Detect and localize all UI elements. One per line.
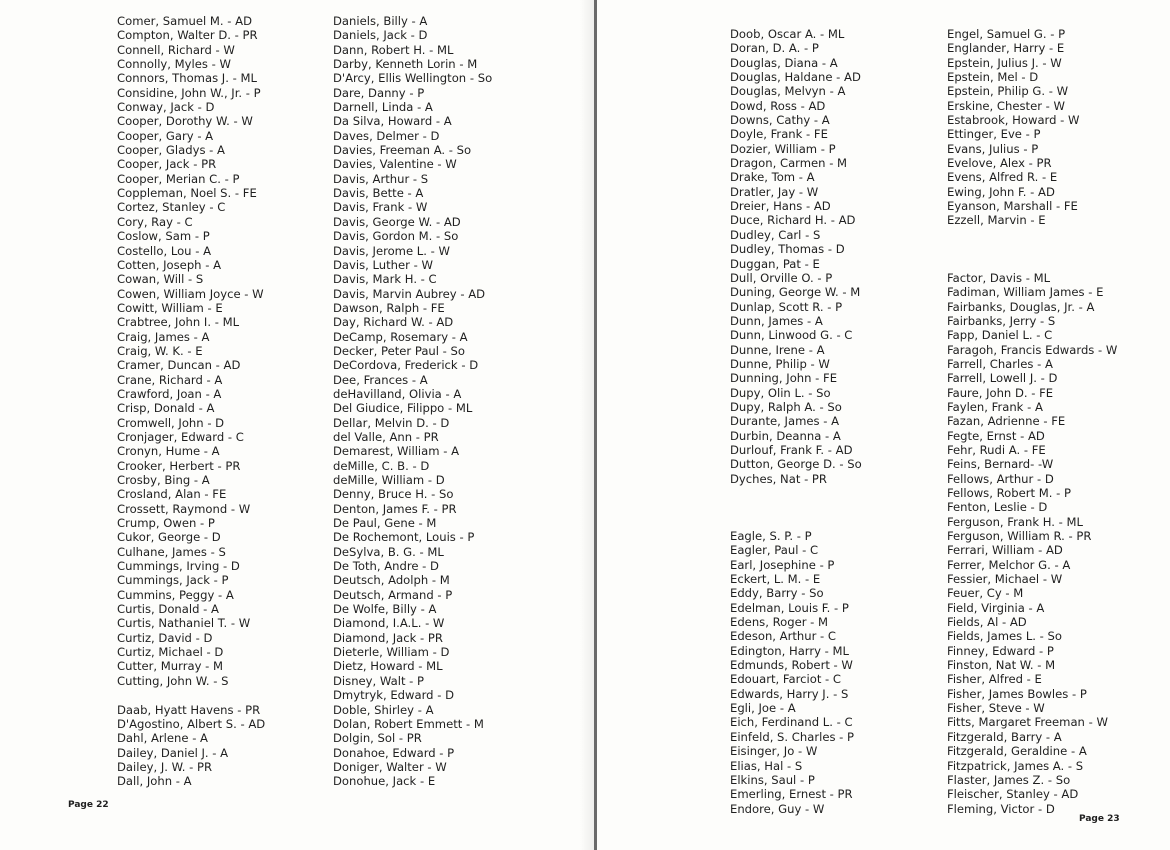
directory-entry: Drake, Tom - A <box>730 170 815 185</box>
directory-entry: Earl, Josephine - P <box>730 557 835 572</box>
directory-entry: Cooper, Gary - A <box>117 128 214 143</box>
directory-entry: Daniels, Jack - D <box>333 28 428 43</box>
directory-entry: Edmunds, Robert - W <box>730 658 853 673</box>
directory-entry: Day, Richard W. - AD <box>333 315 454 330</box>
directory-entry: Evans, Julius - P <box>947 141 1039 156</box>
directory-entry: Duce, Richard H. - AD <box>730 213 856 228</box>
directory-entry: Decker, Peter Paul - So <box>333 343 465 358</box>
directory-entry: Englander, Harry - E <box>947 41 1065 56</box>
directory-entry: Da Silva, Howard - A <box>333 114 452 129</box>
directory-entry: Eagle, S. P. - P <box>730 529 812 543</box>
directory-entry: Cowen, William Joyce - W <box>117 286 264 301</box>
directory-entry: Compton, Walter D. - PR <box>117 28 258 43</box>
directory-entry: Crabtree, John I. - ML <box>117 315 240 330</box>
directory-entry: De Wolfe, Billy - A <box>333 602 437 617</box>
directory-entry: Ferguson, Frank H. - ML <box>947 514 1083 529</box>
directory-entry: Dyches, Nat - PR <box>730 471 827 486</box>
directory-entry: Dieterle, William - D <box>333 645 450 660</box>
directory-entry: Conway, Jack - D <box>117 100 215 115</box>
directory-entry: Denny, Bruce H. - So <box>333 487 454 502</box>
directory-entry: Faure, John D. - FE <box>947 385 1054 400</box>
directory-entry: Dailey, Daniel J. - A <box>117 745 229 760</box>
directory-entry: Einfeld, S. Charles - P <box>730 729 855 744</box>
directory-entry: Dellar, Melvin D. - D <box>333 415 450 430</box>
directory-entry: Cummings, Irving - D <box>117 559 240 574</box>
directory-entry: Doniger, Walter - W <box>333 759 447 774</box>
directory-entry: Feins, Bernard- -W <box>947 457 1054 472</box>
directory-entry: Downs, Cathy - A <box>730 113 830 128</box>
directory-entry: Eisinger, Jo - W <box>730 744 818 759</box>
directory-entry: Dunn, James - A <box>730 313 823 328</box>
directory-entry: Diamond, Jack - PR <box>333 630 443 645</box>
directory-entry: Dolan, Robert Emmett - M <box>333 716 484 731</box>
page-number-left: Page 22 <box>68 800 109 810</box>
directory-entry: Cotten, Joseph - A <box>117 257 222 272</box>
directory-entry: Elkins, Saul - P <box>730 772 815 787</box>
directory-entry: Fitzgerald, Geraldine - A <box>947 744 1087 759</box>
directory-entry: Crump, Owen - P <box>117 516 215 531</box>
directory-entry: Fairbanks, Douglas, Jr. - A <box>947 299 1095 314</box>
directory-entry: Fapp, Daniel L. - C <box>947 328 1053 343</box>
directory-entry: deMille, William - D <box>333 473 445 487</box>
directory-entry: Finney, Edward - P <box>947 643 1054 658</box>
directory-entry: Dunne, Philip - W <box>730 356 830 371</box>
directory-entry: Diamond, I.A.L. - W <box>333 616 445 631</box>
directory-entry: Costello, Lou - A <box>117 243 211 258</box>
directory-entry: Davis, Bette - A <box>333 186 424 201</box>
directory-entry: Feuer, Cy - M <box>947 586 1024 601</box>
directory-entry: Fisher, James Bowles - P <box>947 686 1087 701</box>
directory-entry: Cowitt, William - E <box>117 300 223 315</box>
section-spacer <box>117 688 265 702</box>
directory-entry: Eyanson, Marshall - FE <box>947 199 1078 214</box>
directory-entry: Donohue, Jack - E <box>333 774 436 789</box>
directory-entry: Dmytryk, Edward - D <box>333 688 455 703</box>
directory-entry: Donahoe, Edward - P <box>333 745 455 760</box>
directory-entry: Ewing, John F. - AD <box>947 184 1055 199</box>
directory-entry: Daab, Hyatt Havens - PR <box>117 702 261 717</box>
directory-entry: Davis, Arthur - S <box>333 171 429 186</box>
directory-entry: Del Giudice, Filippo - ML <box>333 401 473 416</box>
directory-entry: Crisp, Donald - A <box>117 401 215 416</box>
directory-entry: Davis, Luther - W <box>333 257 433 272</box>
directory-entry: Edens, Roger - M <box>730 615 829 630</box>
directory-entry: Doob, Oscar A. - ML <box>730 27 845 41</box>
directory-entry: Fellows, Arthur - D <box>947 471 1054 486</box>
directory-entry: Dunn, Linwood G. - C <box>730 328 853 343</box>
directory-entry: Flaster, James Z. - So <box>947 772 1071 787</box>
directory-entry: Considine, John W., Jr. - P <box>117 85 261 100</box>
right-page-column-1 <box>730 27 862 816</box>
directory-entry: D'Arcy, Ellis Wellington - So <box>333 71 493 86</box>
directory-entry: Dragon, Carmen - M <box>730 156 848 171</box>
directory-entry: De Toth, Andre - D <box>333 559 439 574</box>
directory-entry: Connolly, Myles - W <box>117 57 231 72</box>
directory-entry: Ferrer, Melchor G. - A <box>947 557 1071 572</box>
directory-entry: Ettinger, Eve - P <box>947 127 1041 142</box>
directory-entry: Fisher, Alfred - E <box>947 672 1042 687</box>
directory-entry: Cummings, Jack - P <box>117 573 229 588</box>
directory-entry: Dee, Frances - A <box>333 372 428 387</box>
directory-entry: Cutting, John W. - S <box>117 673 229 688</box>
directory-entry: Cronyn, Hume - A <box>117 444 220 459</box>
directory-entry: Cortez, Stanley - C <box>117 200 226 215</box>
directory-entry: deHavilland, Olivia - A <box>333 386 462 401</box>
directory-entry: Dann, Robert H. - ML <box>333 42 454 57</box>
directory-entry: Evelove, Alex - PR <box>947 156 1052 171</box>
directory-entry: Fitzgerald, Barry - A <box>947 729 1062 744</box>
directory-entry: Fessier, Michael - W <box>947 572 1063 587</box>
directory-entry: Edeson, Arthur - C <box>730 629 837 644</box>
directory-entry: Dunning, John - FE <box>730 371 838 386</box>
directory-entry: Edwards, Harry J. - S <box>730 686 849 701</box>
directory-entry: Fegte, Ernst - AD <box>947 428 1045 443</box>
directory-entry: Davis, Gordon M. - So <box>333 229 459 244</box>
directory-entry: DeCamp, Rosemary - A <box>333 329 468 344</box>
directory-entry: Doyle, Frank - FE <box>730 127 828 142</box>
directory-entry: Crane, Richard - A <box>117 372 223 387</box>
directory-entry: Culhane, James - S <box>117 544 226 559</box>
directory-entry: Duggan, Pat - E <box>730 256 820 271</box>
directory-entry: Egli, Joe - A <box>730 701 796 716</box>
directory-entry: Fazan, Adrienne - FE <box>947 414 1066 429</box>
directory-entry: Fenton, Leslie - D <box>947 500 1048 515</box>
directory-entry: Eich, Ferdinand L. - C <box>730 715 853 730</box>
directory-entry: Dowd, Ross - AD <box>730 98 826 113</box>
directory-entry: Eddy, Barry - So <box>730 586 824 601</box>
directory-entry: Connell, Richard - W <box>117 42 235 57</box>
directory-entry: Fields, James L. - So <box>947 629 1062 644</box>
directory-entry: Darnell, Linda - A <box>333 100 433 115</box>
directory-entry: Douglas, Melvyn - A <box>730 84 846 99</box>
directory-entry: Epstein, Julius J. - W <box>947 55 1062 70</box>
directory-entry: Doran, D. A. - P <box>730 41 819 56</box>
directory-entry: Curtiz, David - D <box>117 630 213 645</box>
directory-entry: Farrell, Charles - A <box>947 356 1053 371</box>
directory-entry: Emerling, Ernest - PR <box>730 787 853 802</box>
directory-entry: Dahl, Arlene - A <box>117 731 208 746</box>
directory-entry: Field, Virginia - A <box>947 600 1045 615</box>
directory-entry: Fisher, Steve - W <box>947 701 1045 716</box>
directory-entry: Dupy, Ralph A. - So <box>730 399 842 414</box>
directory-entry: Dailey, J. W. - PR <box>117 759 213 774</box>
directory-entry: Davis, Marvin Aubrey - AD <box>333 286 486 301</box>
page-fold <box>594 0 597 850</box>
directory-entry: Craig, W. K. - E <box>117 343 203 358</box>
directory-entry: Crosby, Bing - A <box>117 473 210 487</box>
directory-entry: Estabrook, Howard - W <box>947 113 1080 128</box>
left-page-column-1 <box>117 14 265 789</box>
directory-entry: Ferrari, William - AD <box>947 543 1063 558</box>
directory-entry: Dupy, Olin L. - So <box>730 385 831 400</box>
directory-entry: Curtis, Donald - A <box>117 602 219 617</box>
directory-entry: Demarest, William - A <box>333 444 460 459</box>
directory-entry: Craig, James - A <box>117 329 210 344</box>
directory-entry: Fleming, Victor - D <box>947 801 1055 816</box>
directory-entry: Duning, George W. - M <box>730 285 861 300</box>
directory-entry: Daves, Delmer - D <box>333 128 440 143</box>
directory-entry: Fleischer, Stanley - AD <box>947 787 1079 802</box>
directory-entry: Darby, Kenneth Lorin - M <box>333 57 478 72</box>
directory-entry: Dutton, George D. - So <box>730 457 862 472</box>
directory-entry: Dozier, William - P <box>730 141 836 156</box>
directory-entry: De Paul, Gene - M <box>333 516 437 531</box>
directory-entry: Epstein, Philip G. - W <box>947 84 1069 99</box>
directory-entry: Fehr, Rudi A. - FE <box>947 442 1046 457</box>
directory-entry: Denton, James F. - PR <box>333 501 457 516</box>
directory-entry: Deutsch, Adolph - M <box>333 573 450 588</box>
directory-entry: Cutter, Murray - M <box>117 659 224 674</box>
directory-entry: Engel, Samuel G. - P <box>947 27 1066 41</box>
directory-entry: Cramer, Duncan - AD <box>117 358 241 373</box>
directory-entry: Davis, Jerome L. - W <box>333 243 450 258</box>
directory-entry: Cooper, Gladys - A <box>117 143 225 158</box>
page-gutter-shadow <box>580 0 594 850</box>
directory-entry: Cooper, Jack - PR <box>117 157 217 172</box>
directory-entry: Dull, Orville O. - P <box>730 270 833 285</box>
directory-entry: Davis, Frank - W <box>333 200 428 215</box>
directory-entry: Cummins, Peggy - A <box>117 587 234 602</box>
directory-entry: Fairbanks, Jerry - S <box>947 313 1056 328</box>
directory-entry: Farrell, Lowell J. - D <box>947 371 1058 386</box>
directory-entry: Epstein, Mel - D <box>947 70 1039 85</box>
directory-entry: Doble, Shirley - A <box>333 702 434 717</box>
directory-entry: De Rochemont, Louis - P <box>333 530 475 545</box>
directory-entry: Crooker, Herbert - PR <box>117 458 241 473</box>
directory-entry: Curtis, Nathaniel T. - W <box>117 616 251 631</box>
directory-entry: Davis, George W. - AD <box>333 214 461 229</box>
directory-entry: Dall, John - A <box>117 774 192 789</box>
directory-entry: Edouart, Farciot - C <box>730 672 842 687</box>
directory-entry: Dare, Danny - P <box>333 85 425 100</box>
directory-entry: Factor, Davis - ML <box>947 270 1051 285</box>
left-page-column-2 <box>333 14 492 789</box>
directory-entry: Davis, Mark H. - C <box>333 272 437 287</box>
directory-entry: Evens, Alfred R. - E <box>947 170 1058 185</box>
directory-entry: Ezzell, Marvin - E <box>947 213 1046 228</box>
directory-entry: Durante, James - A <box>730 414 840 429</box>
directory-entry: Faragoh, Francis Edwards - W <box>947 342 1118 357</box>
directory-entry: Cukor, George - D <box>117 530 221 545</box>
directory-entry: Cowan, Will - S <box>117 272 204 287</box>
directory-entry: Dietz, Howard - ML <box>333 659 443 674</box>
directory-entry: Dolgin, Sol - PR <box>333 731 422 746</box>
directory-entry: Coslow, Sam - P <box>117 229 210 244</box>
directory-entry: Crossett, Raymond - W <box>117 501 251 516</box>
directory-entry: Dratler, Jay - W <box>730 184 819 199</box>
directory-entry: Cooper, Dorothy W. - W <box>117 114 253 129</box>
directory-entry: Eagler, Paul - C <box>730 543 819 558</box>
directory-entry: Eckert, L. M. - E <box>730 572 821 587</box>
directory-entry: Dreier, Hans - AD <box>730 199 831 214</box>
directory-entry: Cromwell, John - D <box>117 415 225 430</box>
directory-entry: Dudley, Carl - S <box>730 227 821 242</box>
directory-entry: Douglas, Haldane - AD <box>730 70 861 85</box>
directory-entry: Faylen, Frank - A <box>947 399 1043 414</box>
directory-entry: Cooper, Merian C. - P <box>117 171 240 186</box>
directory-entry: Durlouf, Frank F. - AD <box>730 442 853 457</box>
directory-entry: Deutsch, Armand - P <box>333 587 453 602</box>
right-page-column-2 <box>947 27 1117 816</box>
directory-entry: Fellows, Robert M. - P <box>947 485 1071 500</box>
directory-entry: Davies, Freeman A. - So <box>333 143 472 158</box>
directory-entry: Cory, Ray - C <box>117 214 193 229</box>
directory-entry: Crawford, Joan - A <box>117 386 222 401</box>
directory-entry: Fadiman, William James - E <box>947 285 1104 300</box>
page-number-right: Page 23 <box>1079 814 1120 824</box>
directory-entry: Ferguson, William R. - PR <box>947 529 1092 543</box>
directory-entry: Disney, Walt - P <box>333 673 425 688</box>
directory-entry: del Valle, Ann - PR <box>333 429 439 444</box>
directory-entry: Dunlap, Scott R. - P <box>730 299 843 314</box>
directory-entry: Fields, Al - AD <box>947 615 1027 630</box>
directory-entry: Dawson, Ralph - FE <box>333 300 445 315</box>
directory-entry: Fitzpatrick, James A. - S <box>947 758 1084 773</box>
section-spacer <box>947 228 1117 271</box>
directory-entry: Elias, Hal - S <box>730 758 803 773</box>
directory-entry: Cronjager, Edward - C <box>117 429 244 444</box>
directory-entry: Durbin, Deanna - A <box>730 428 841 443</box>
directory-entry: Dudley, Thomas - D <box>730 242 845 257</box>
directory-entry: Erskine, Chester - W <box>947 98 1065 113</box>
directory-entry: Connors, Thomas J. - ML <box>117 71 257 86</box>
directory-entry: Douglas, Diana - A <box>730 55 838 70</box>
directory-entry: Finston, Nat W. - M <box>947 658 1056 673</box>
directory-entry: Comer, Samuel M. - AD <box>117 14 252 28</box>
directory-entry: Fitts, Margaret Freeman - W <box>947 715 1108 730</box>
directory-entry: Crosland, Alan - FE <box>117 487 227 502</box>
directory-entry: Davies, Valentine - W <box>333 157 457 172</box>
directory-entry: DeCordova, Frederick - D <box>333 358 479 373</box>
directory-entry: Dunne, Irene - A <box>730 342 825 357</box>
directory-entry: D'Agostino, Albert S. - AD <box>117 716 266 731</box>
directory-entry: Daniels, Billy - A <box>333 14 428 28</box>
directory-entry: Edelman, Louis F. - P <box>730 600 849 615</box>
directory-entry: Coppleman, Noel S. - FE <box>117 186 257 201</box>
directory-entry: DeSylva, B. G. - ML <box>333 544 444 559</box>
section-spacer <box>730 486 862 529</box>
directory-entry: Edington, Harry - ML <box>730 643 849 658</box>
directory-entry: deMille, C. B. - D <box>333 458 430 473</box>
directory-entry: Curtiz, Michael - D <box>117 645 224 660</box>
directory-entry: Endore, Guy - W <box>730 801 825 816</box>
